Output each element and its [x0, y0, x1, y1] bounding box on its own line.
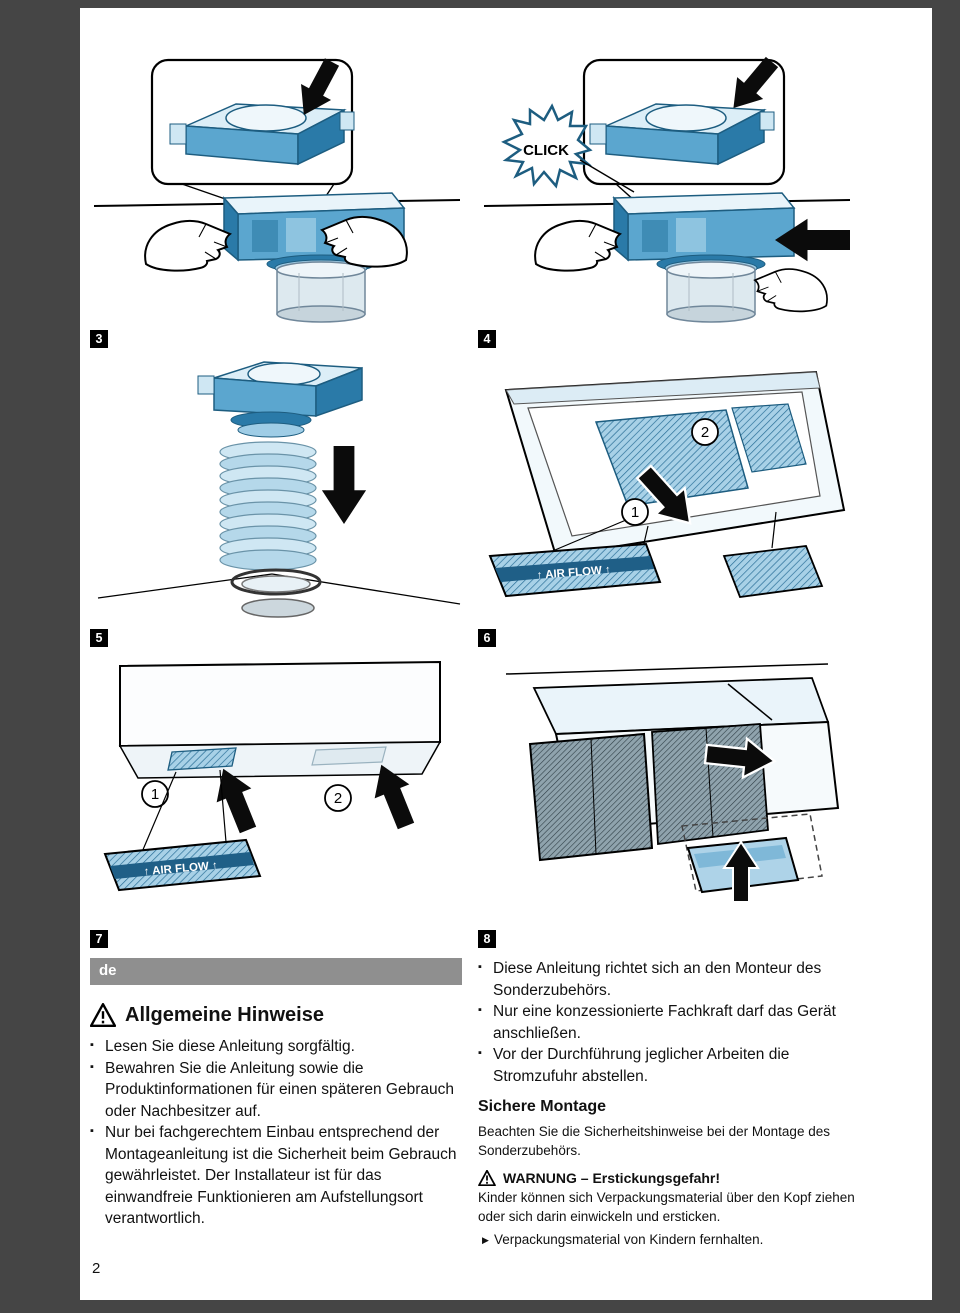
- subsection-text: Beachten Sie die Sicherheitshinweise bei der Montage des Sonderzubehörs.: [478, 1124, 830, 1158]
- arrow-down-icon: [322, 446, 366, 524]
- step-badge-8: [478, 930, 496, 948]
- page-number: 2: [92, 1260, 101, 1277]
- right-column: [478, 958, 860, 1249]
- warning-body-text: Kinder können sich Verpackungsmaterial über den Kopf ziehen oder sich darin einwickeln und ersticken.: [478, 1190, 855, 1224]
- language-tab: [90, 958, 462, 985]
- figure-step-6: [476, 360, 858, 628]
- action-marker: ▶: [482, 1235, 489, 1245]
- figure-step-5: [86, 360, 468, 628]
- hood-underside: [506, 372, 844, 556]
- airflow-filter-strip: [105, 840, 260, 890]
- left-column: [90, 958, 466, 1230]
- step-badge-4-label: 4: [483, 332, 491, 346]
- flexible-hose: [220, 442, 316, 570]
- collar-rings: [231, 412, 311, 437]
- bullet-marker: ▪: [478, 961, 482, 973]
- warning-icon: [90, 1003, 116, 1027]
- bullet-text: Nur bei fachgerechtem Einbau entsprechend der Montageanleitung ist die Sicherheit beim Gebrauch gewährleistet. Der Installateur ist für das einwandfreie Funktionieren am Aufstellungsort verantwortlich.: [105, 1124, 457, 1227]
- circled-number-1-label: 1: [150, 786, 160, 803]
- figure-3-illustration: [86, 8, 468, 328]
- figure-step-4: [476, 8, 858, 328]
- list-item: [478, 1001, 860, 1044]
- bullet-marker: ▪: [90, 1060, 94, 1073]
- step-badge-6-label: 6: [483, 631, 491, 645]
- airflow-filter-strip: [490, 544, 660, 596]
- duct-adapter: [198, 362, 362, 416]
- cover-disc: [242, 599, 314, 617]
- left-hand-icon: [535, 221, 620, 271]
- cabinet-underside: [120, 662, 440, 778]
- hood-plenum: [614, 193, 794, 260]
- right-hand-icon: [755, 269, 827, 311]
- step-badge-7-label: 7: [95, 932, 103, 946]
- list-item: [478, 1044, 860, 1087]
- figure-step-8: [476, 658, 858, 926]
- duct-collar: [657, 255, 765, 322]
- warning-icon: [478, 1170, 496, 1186]
- warning-title-row: [478, 1170, 860, 1186]
- action-text: Verpackungsmaterial von Kindern fernhalten.: [494, 1232, 764, 1247]
- figure-6-illustration: [476, 360, 858, 628]
- bullet-marker: ▪: [90, 1125, 94, 1137]
- circled-number-2: [325, 785, 351, 811]
- bullet-text: Nur eine konzessionierte Fachkraft darf das Gerät anschließen.: [493, 1003, 836, 1042]
- filter-slot-1: [168, 748, 236, 770]
- small-filter-piece: [724, 546, 822, 597]
- action-item: [478, 1231, 860, 1249]
- step-badge-5: [90, 629, 108, 647]
- figure-8-illustration: [476, 658, 858, 926]
- clamp-ring: [232, 570, 320, 594]
- click-burst: [504, 106, 590, 186]
- ceiling-line: [506, 664, 828, 674]
- bullet-marker: ▪: [478, 1047, 482, 1059]
- step-badge-6: [478, 629, 496, 647]
- step-badge-3-label: 3: [95, 332, 103, 346]
- warning-title-text: WARNUNG – Erstickungsgefahr!: [503, 1170, 721, 1186]
- list-item: [90, 1122, 466, 1230]
- airflow-label: ↑ AIR FLOW ↑: [143, 859, 219, 879]
- step-badge-4: [478, 330, 496, 348]
- list-item: [478, 958, 860, 1001]
- figure-5-illustration: [86, 360, 468, 628]
- circled-number-1: [622, 499, 648, 525]
- figure-step-7: [86, 658, 468, 926]
- circled-number-2: [692, 419, 718, 445]
- airflow-label: ↑ AIR FLOW ↑: [536, 564, 612, 582]
- filter-slot-2: [312, 747, 386, 765]
- manual-page: [80, 8, 932, 1300]
- subsection-heading: Sichere Montage: [478, 1098, 607, 1115]
- bullet-text: Diese Anleitung richtet sich an den Monteur des Sonderzubehörs.: [493, 960, 822, 999]
- list-item: [90, 1036, 466, 1058]
- circled-number-1: [142, 781, 168, 807]
- bullet-text: Lesen Sie diese Anleitung sorgfältig.: [105, 1038, 355, 1055]
- step-badge-3: [90, 330, 108, 348]
- section-heading: [90, 1003, 466, 1027]
- list-item: [90, 1058, 466, 1123]
- step-badge-8-label: 8: [483, 932, 491, 946]
- bullet-text: Vor der Durchführung jeglicher Arbeiten die Stromzufuhr abstellen.: [493, 1046, 790, 1085]
- left-hand-icon: [145, 221, 230, 271]
- figure-step-3: [86, 8, 468, 328]
- section-heading-text: Allgemeine Hinweise: [125, 1003, 324, 1026]
- bullet-marker: ▪: [90, 1039, 94, 1051]
- figure-7-illustration: [86, 658, 468, 926]
- circled-number-2-label: 2: [700, 424, 710, 441]
- circled-number-1-label: 1: [630, 504, 640, 521]
- step-badge-5-label: 5: [95, 631, 103, 645]
- bullet-text: Bewahren Sie die Anleitung sowie die Produktinformationen für einen späteren Gebrauch oder Nachbesitzer auf.: [105, 1059, 454, 1120]
- language-label: de: [99, 962, 117, 979]
- bullet-marker: ▪: [478, 1004, 482, 1016]
- figure-4-illustration: [476, 8, 858, 328]
- circled-number-2-label: 2: [333, 790, 343, 807]
- click-label: CLICK: [523, 142, 569, 159]
- step-badge-7: [90, 930, 108, 948]
